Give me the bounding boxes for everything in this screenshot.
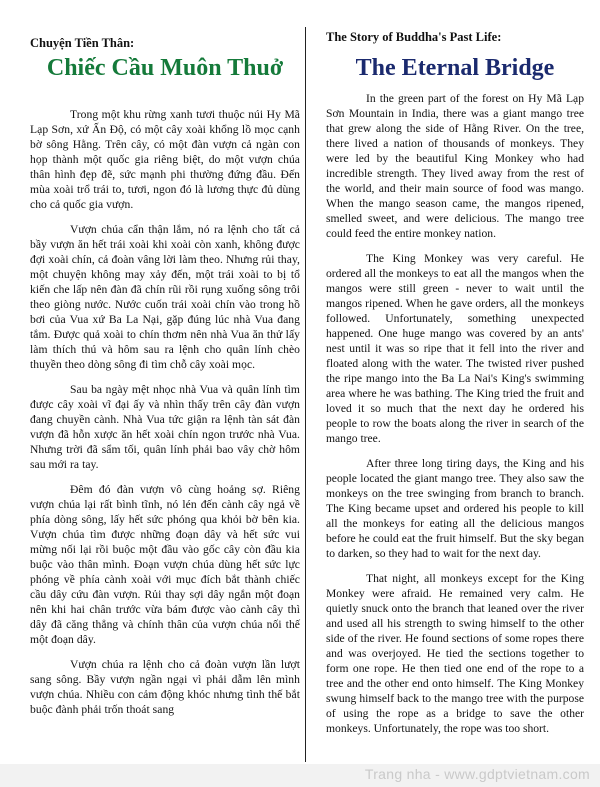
english-paragraph: The King Monkey was very careful. He ordered all the monkeys to eat all the mangos when the mangos were still green - never to wait until the mangos ripened. When he gave orders, all the monkeys followed. Unfortunately, something unexpected happened. One huge mango was covered by an ants' nest until it was so ripe that it fell into the river and floated along with the water. The twisted river pushed the ripe mango into the Ba La Nai's King's swimming area where he was bathing. The King tried the fruit and loved it so much that the next day he ordered his people to row the boats along the river in search of the mango tree. — [326, 251, 584, 445]
vietnamese-kicker: Chuyện Tiền Thân: — [30, 36, 135, 50]
english-paragraph: After three long tiring days, the King and his people located the giant mango tree. They also saw the monkeys on the tree swinging from branch to branch. The King became upset and ordered his people to kill all the monkeys for eating all the delicious mangos before he could eat the fruit himself. But the sky began to darken, so they had to wait for the next day. — [326, 456, 584, 560]
column-divider — [305, 27, 306, 762]
english-kicker: The Story of Buddha's Past Life: — [326, 30, 502, 44]
vietnamese-paragraph: Trong một khu rừng xanh tươi thuộc núi Hy Mã Lạp Sơn, xứ Ấn Độ, có một cây xoài khổng lồ mọc cạnh bờ sông Hằng. Trên cây, có một đàn vượn cả ngàn con họp thành một quốc gia riêng biệt, do một vượn chúa thân hình đẹp đẽ, sức mạnh phi thường đứng đầu. Đến mùa xoài trổ trái to, tươi, ngon đó là lương thực đủ dùng cho cả quốc gia vượn. — [30, 107, 300, 211]
vietnamese-column — [30, 30, 300, 727]
vietnamese-paragraph: Vượn chúa cẩn thận lắm, nó ra lệnh cho tất cả bầy vượn ăn hết trái xoài khi xoài còn xanh, không được đợi xoài chín, cả đoàn vâng lời làm theo. Nhưng rủi thay, một chuyện không may xảy đến, một trái xoài to bị tổ kiến che lấp nên đàn đã chín rũi rồi rụng xuống sông trôi theo giòng nước. Nước cuốn trái xoài chín vào trong hồ bơi của Vua xứ Ba La Nại, gặp đúng lúc nhà Vua đang tắm. Được quả xoài to chín thơm nên nhà Vua ăn thử lấy làm thích thú và hôm sau ra lệnh cho quân lính chèo thuyền theo dòng sông đi tìm chỗ cây xoài mọc. — [30, 222, 300, 371]
english-title: The Eternal Bridge — [355, 55, 555, 81]
vietnamese-paragraph: Sau ba ngày mệt nhọc nhà Vua và quân lính tìm được cây xoài vĩ đại ấy và nhìn thấy trên cây đàn vượn đang chuyền cành. Nhà Vua tức giận ra lệnh tàn sát đàn vượn đã hỗn xược ăn hết xoài chín ngon trước nhà Vua. Nhưng trời đã sẩm tối, quân lính phải bao vây chờ hôm sau mới ra tay. — [30, 382, 300, 471]
vietnamese-paragraph: Đêm đó đàn vượn vô cùng hoảng sợ. Riêng vượn chúa lại rất bình tĩnh, nó lén đến cành cây ngả về phía dòng sông, lấy hết sức phóng qua khỏi bờ bên kia. Vượn chúa tìm được những đoạn dây và hết sức vui mừng nối lại rồi buộc một đầu vào gốc cây còn đầu kia buộc vào thân mình. Đoạn vượn chúa dùng hết sức lực phóng về phía cành xoài với mục đích bắt thành chiếc cầu dây cứu đàn vượn. Rủi thay sợi dây ngắn một đoạn nên khi hai chân trước vừa bám được vào cành cây thì dây đã căng thẳng và chính thân của vượn chúa nối thế một đoạn dây. — [30, 482, 300, 646]
vietnamese-title: Chiếc Cầu Muôn Thuở — [46, 55, 284, 81]
website-footer: Trang nha - www.gdptvietnam.com — [364, 766, 590, 782]
vietnamese-paragraph: Vượn chúa ra lệnh cho cả đoàn vượn lần lượt sang sông. Bầy vượn ngần ngại vì phải dẫm lên mình vượn chúa. Nhiều con cảm động khóc nhưng tình thế bắt buộc đành phải trốn thoát sang — [30, 657, 300, 716]
english-paragraph: That night, all monkeys except for the King Monkey were afraid. He remained very calm. He quietly snuck onto the branch that leaned over the river and used all his strength to swing himself to the other side of the river. He found sections of some ropes there and was overjoyed. He tied the sections together to form one rope. He then tied one end of the rope to a tree and the other end onto himself. The King Monkey swung himself back to the mango tree with the purpose of using the rope as a bridge to save the other monkeys. Unfortunately, the rope was too short. — [326, 571, 584, 735]
english-paragraph: In the green part of the forest on Hy Mã Lạp Sơn Mountain in India, there was a giant mango tree that grew along the side of Hằng River. On the tree, there lived a nation of thousands of monkeys. They were led by the beautiful King Monkey who had incredible strength. They lived away from the rest of the world, and their main source of food was mango. When the mango season came, the mangos ripened, smelled sweet, and were delicious. The mango tree could feed the entire monkey nation. — [326, 91, 584, 240]
english-column — [326, 30, 584, 746]
